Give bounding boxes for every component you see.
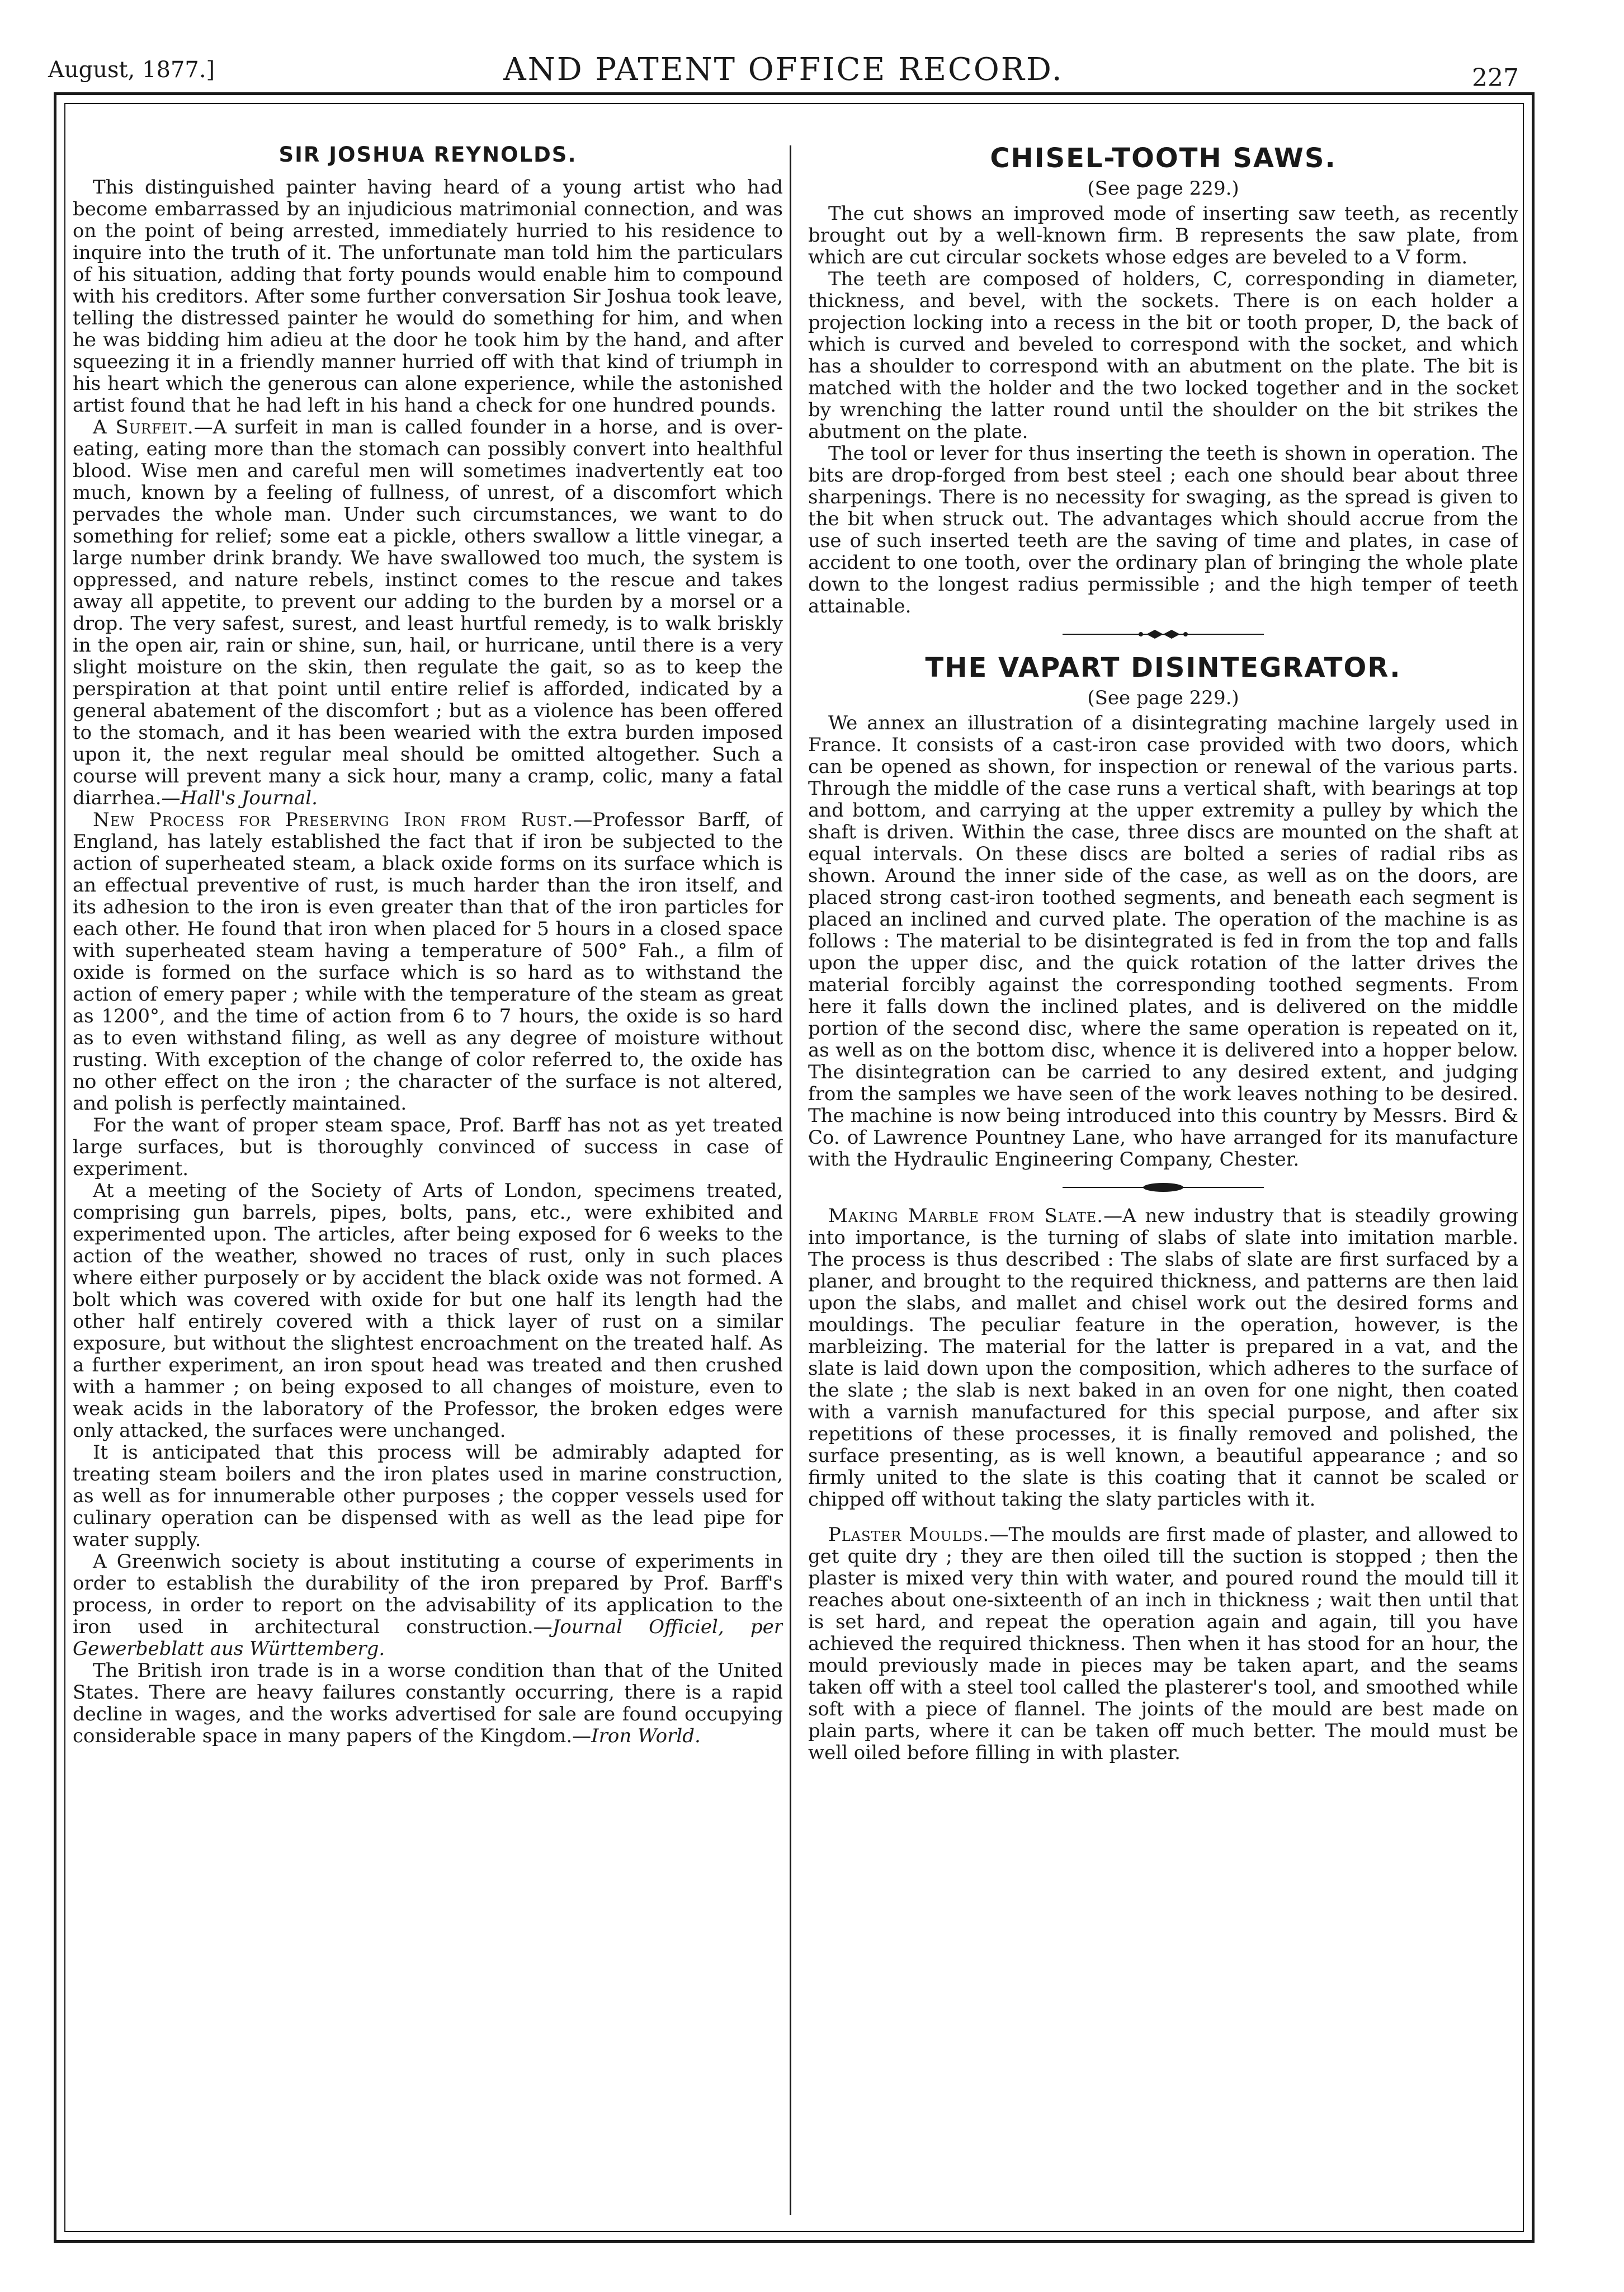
paragraph-lead: Making Marble from Slate. [828, 1205, 1104, 1227]
article-paragraph [73, 1551, 783, 1660]
issue-date: August, 1877.] [48, 57, 215, 83]
article-paragraph: It is anticipated that this process will be admirably adapted for treating steam boilers and the iron plates used in marine construction, as well as for innumerable other purposes ; the copper vessels used for culinary operation can be dispensed with as well as the lead pipe for water supply. [73, 1441, 783, 1551]
column-rule [790, 145, 791, 2215]
citation: Iron World. [591, 1725, 701, 1747]
page-reference: (See page 229.) [1087, 177, 1239, 200]
article-iron-trade [73, 1660, 783, 1747]
article-plaster-moulds [808, 1524, 1518, 1764]
article-title: CHISEL-TOOTH SAWS. [990, 143, 1337, 174]
article-paragraph: The teeth are composed of holders, C, corresponding in diameter, thickness, and bevel, with the sockets. There is on each holder a projection locking into a recess in the bit or tooth proper, D, the back of which is curved and beveled to correspond with the socket, and which has a shoulder to correspond with an abutment on the plate. The bit is matched with the holder and the two locked together and in the socket by wrenching the latter round until the shoulder on the bit strikes the abutment on the plate. [808, 268, 1518, 443]
left-column [73, 143, 783, 2218]
article-paragraph: At a meeting of the Society of Arts of London, specimens treated, comprising gun barrels, pipes, bolts, pans, etc., were exhibited and experimented upon. The articles, after being exposed for 6 weeks to the action of the weather, showed no traces of rust, only in such places where either purposely or by accident the black oxide was not formed. A bolt which was covered with oxide for but one half its length had the other half entirely covered with a thick layer of rust on a similar exposure, but without the slightest encroachment on the treated half. As a further experiment, an iron spout head was treated and then crushed with a hammer ; on being exposed to all changes of moisture, even to weak acids in the laboratory of the Professor, the broken edges were only attacked, the surfaces were unchanged. [73, 1180, 783, 1442]
article-paragraph: This distinguished painter having heard of a young artist who had become embarrassed by an injudicious matrimonial connection, and was on the point of being arrested, immediately hurried to his residence to inquire into the truth of it. The unfortunate man told him the particulars of his situation, adding that forty pounds would enable him to compound with his creditors. After some further conversation Sir Joshua took leave, telling the distressed painter he would do something for him, and when he was bidding him adieu at the door he took him by the hand, and after squeezing it in a friendly manner hurried off with that kind of triumph in his heart which the generous can alone experience, while the astonished artist found that he had left in his hand a check for one hundred pounds. [73, 176, 783, 417]
article-marble-from-slate [808, 1205, 1518, 1511]
page-number: 227 [1472, 64, 1519, 92]
article-surfeit [73, 417, 783, 809]
article-title: SIR JOSHUA REYNOLDS. [278, 143, 577, 167]
article-paragraph: We annex an illustration of a disintegrating machine largely used in France. It consists of a cast-iron case provided with two doors, which can be opened as shown, for inspection or renewal of the various parts. Through the middle of the case runs a vertical shaft, with bearings at top and bottom, and carrying at the upper extremity a pulley by which the shaft is driven. Within the case, three discs are mounted on the shaft at equal intervals. On these discs are bolted a series of radial ribs as shown. Around the inner side of the case, as well as on the doors, are placed strong cast-iron toothed segments, and beneath each segment is placed an inclined and curved plate. The operation of the machine is as follows : The material to be disintegrated is fed in from the top and falls upon the upper disc, and the quick rotation of the latter drives the material forcibly against the corresponding toothed segments. From here it falls down the inclined plates, and is delivered on the middle portion of the second disc, where the same operation is repeated on it, as well as on the bottom disc, whence it is delivered into a hopper below. The disintegration can be carried to any desired extent, and judging from the samples we have seen of the work leaves nothing to be desired. The machine is now being introduced into this country by Messrs. Bird & Co. of Lawrence Pountney Lane, who have arranged for its manufacture with the Hydraulic Engineering Company, Chester. [808, 712, 1518, 1171]
running-title: AND PATENT OFFICE RECORD. [503, 51, 1064, 88]
paragraph-text: —Professor Barff, of England, has lately established the fact that if iron be subjected to the action of superheated steam, a black oxide forms on its surface which is an effectual preventive of rust, is much harder than the iron itself, and its adhesion to the iron is even greater than that of the iron particles for each other. He found that iron when placed for 5 hours in a closed space with superheated steam having a temperature of 500° Fah., a film of oxide is formed on the surface which is so hard as to withstand the action of emery paper ; while with the temperature of the steam as great as 1200°, and the time of action from 6 to 7 hours, the oxide is so hard as to even withstand filing, as well as any degree of moisture without rusting. With exception of the change of color referred to, the oxide has no other effect on the iron ; the character of the surface is not altered, and polish is perfectly maintained. [73, 809, 783, 1115]
paragraph-lead: New Process for Preserving Iron from Rust. [93, 809, 574, 831]
article-paragraph [73, 417, 783, 809]
citation: Hall's Journal. [180, 787, 318, 809]
article-vapart-disintegrator [808, 652, 1518, 1171]
paragraph-text: The British iron trade is in a worse condition than that of the United States. There are heavy failures constantly occurring, there is a rapid decline in wages, and the works advertised for sale are found occupying considerable space in many papers of the Kingdom.— [73, 1659, 783, 1747]
paragraph-text: —The moulds are first made of plaster, and allowed to get quite dry ; they are then oiled till the suction is stopped ; then the plaster is mixed very thin with water, and poured round the mould till it reaches about one-sixteenth of an inch in thickness ; wait then until that is set hard, and repeat the operation again and again, till you have achieved the required thickness. Then when it has stood for an hour, the mould previously made in pieces may be taken apart, and the seams taken off with a steel tool called the plasterer's tool, and smoothed while soft with a piece of flannel. The joints of the mould are best made on plain parts, where it can be taken off much better. The mould must be well oiled before filling in with plaster. [808, 1524, 1518, 1764]
article-iron-rust [73, 809, 783, 1660]
paragraph-text: —A new industry that is steadily growing into importance, is the turning of slabs of slate into imitation marble. The process is thus described : The slabs of slate are first surfaced by a planer, and brought to the required thickness, and patterns are then laid upon the slabs, and mallet and chisel work out the desired forms and mouldings. The peculiar feature in the operation, however, is the marbleizing. The material for the latter is prepared in a vat, and the slate is laid down upon the composition, which adheres to the surface of the slate ; the slab is next baked in an oven for one night, then coated with a varnish manufactured for this special purpose, and after six repetitions of these processes, it is finally removed and polished, the surface presenting, as is well known, a beautiful appearance ; and so firmly united to the slate is this coating that it cannot be scaled or chipped off without taking the slaty particles with it. [808, 1205, 1518, 1511]
article-title: THE VAPART DISINTEGRATOR. [925, 652, 1401, 683]
paragraph-lead: Plaster Moulds. [828, 1524, 990, 1546]
article-paragraph [808, 1205, 1518, 1511]
article-paragraph: For the want of proper steam space, Prof. Barff has not as yet treated large surfaces, but is thoroughly convinced of success in case of experiment. [73, 1114, 783, 1180]
section-divider-ornament [1063, 628, 1264, 641]
article-reynolds [73, 143, 783, 417]
right-column [808, 143, 1518, 2218]
citation: Journal Officiel, per Gewerbeblatt aus Württemberg. [73, 1616, 783, 1660]
paragraph-lead: A Surfeit. [93, 416, 194, 438]
paragraph-text: —A surfeit in man is called founder in a horse, and is over-eating, eating more than the stomach can possibly convert into healthful blood. Wise men and careful men will sometimes inadvertently eat too much, known by a feeling of fullness, of unrest, of a discomfort which pervades the whole man. Under such circumstances, we want to do something for relief; some eat a pickle, others swallow a little vinegar, a large number drink brandy. We have swallowed too much, the system is oppressed, and nature rebels, instinct comes to the rescue and takes away all appetite, to prevent our adding to the burden by a morsel or a drop. The very safest, surest, and least hurtful remedy, is to walk briskly in the open air, rain or shine, sun, hail, or hurricane, until there is a very slight moisture on the skin, then regulate the gait, so as to keep the perspiration at that point until entire relief is afforded, indicated by a general abatement of the discomfort ; but as a violence has been offered to the stomach, and it has been wearied with the extra burden imposed upon it, the next regular meal should be omitted altogether. Such a course will prevent many a sick hour, many a cramp, colic, many a fatal diarrhea.— [73, 416, 783, 809]
section-divider-ornament [1063, 1181, 1264, 1194]
paragraph-text: A Greenwich society is about instituting a course of experiments in order to establish the durability of the iron prepared by Prof. Barff's process, in order to report on the advisability of its application to the iron used in architectural construction.— [73, 1550, 783, 1638]
article-paragraph [73, 809, 783, 1115]
page-reference: (See page 229.) [1087, 687, 1239, 709]
article-paragraph [73, 1660, 783, 1747]
article-paragraph: The cut shows an improved mode of inserting saw teeth, as recently brought out by a well-known firm. B represents the saw plate, from which are cut circular sockets whose edges are beveled to a V form. [808, 202, 1518, 268]
article-chisel-tooth-saws [808, 143, 1518, 617]
article-paragraph [808, 1524, 1518, 1764]
article-paragraph: The tool or lever for thus inserting the teeth is shown in operation. The bits are drop-forged from best steel ; each one should bear about three sharpenings. There is no necessity for swaging, as the spread is given to the bit when struck out. The advantages which should accrue from the use of such inserted teeth are the saving of time and plates, in case of accident to one tooth, over the ordinary plan of bringing the whole plate down to the longest radius permissible ; and the high temper of teeth attainable. [808, 442, 1518, 617]
